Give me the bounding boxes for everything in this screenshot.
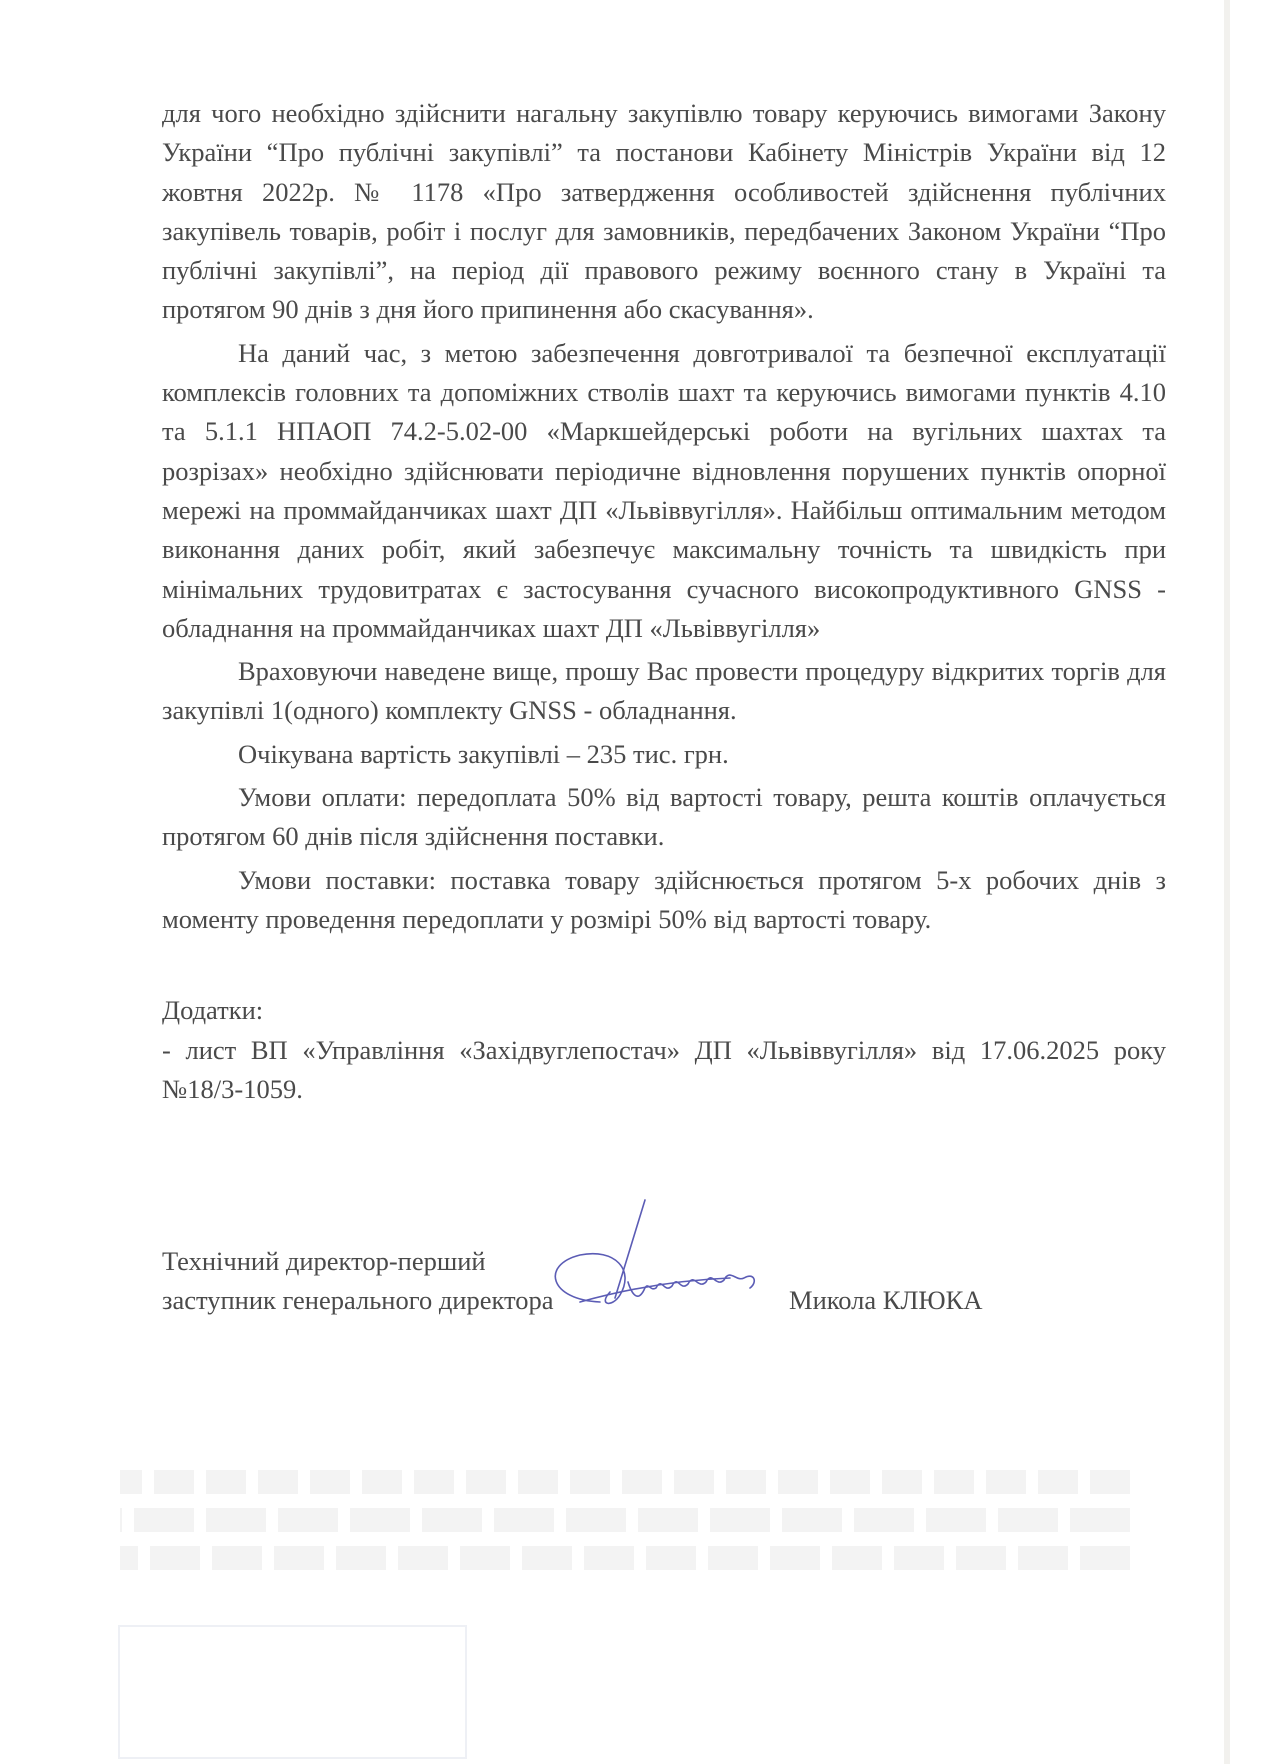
page-edge <box>1224 0 1230 1764</box>
signature-stroke <box>615 1200 645 1298</box>
attachments-title: Додатки: <box>162 995 264 1026</box>
signatory-position-line1: Технічний директор-перший <box>162 1246 486 1276</box>
signature-stroke <box>580 1278 730 1302</box>
bleed-through-line <box>120 1546 1130 1570</box>
paragraph-request: Враховуючи наведене вище, прошу Вас провести процедуру відкритих торгів для закупівлі 1(одного) комплекту GNSS - обладнання. <box>162 656 1166 726</box>
paragraph-delivery-terms: Умови поставки: поставка товару здійснюється протягом 5-х робочих днів з моменту проведення передоплати у розмірі 50% від вартості товару. <box>162 864 1166 934</box>
bleed-through-line <box>120 1508 1130 1532</box>
handwritten-signature <box>540 1170 840 1310</box>
signature-stroke <box>555 1254 625 1304</box>
document-body <box>162 94 1166 1109</box>
paragraph-justification: На даний час, з метою забезпечення довготривалої та безпечної експлуатації комплексів головних та допоміжних стволів шахт та керуючись вимогами пунктів 4.10 та 5.1.1 НПАОП 74.2-5.02-00 «Маркшейдерські роботи на вугільних шахтах та розрізах» необхідно здійснювати періодичне відновлення порушених пунктів опорної мережі на проммайданчиках шахт ДП «Львіввугілля». Найбільш оптимальним методом виконання даних робіт, який забезпечує максимальну точність та швидкість при мінімальних трудовитратах є застосування сучасного високопродуктивного GNSS - обладнання на проммайданчиках шахт ДП «Львіввугілля» <box>162 337 1166 643</box>
attachment-item: - лист ВП «Управління «Західвуглепостач» ДП «Львіввугілля» від 17.06.2025 року №18/3-1059. <box>162 1034 1166 1104</box>
paragraph-payment-terms: Умови оплати: передоплата 50% від вартості товару, решта коштів оплачується протягом 60 днів після здійснення поставки. <box>162 782 1166 852</box>
signature-stroke <box>628 1275 754 1296</box>
bleed-through-line <box>120 1470 1130 1494</box>
signatory-name: Микола КЛЮКА <box>789 1285 983 1315</box>
paragraph-intro: для чого необхідно здійснити нагальну закупівлю товару керуючись вимогами Закону України “Про публічні закупівлі” та постанови Кабінету Міністрів України від 12 жовтня 2022р. № 1178 «Про затвердження особливостей здійснення публічних закупівель товарів, робіт і послуг для замовників, передбачених Законом України “Про публічні закупівлі”, на період дії правового режиму воєнного стану в Україні та протягом 90 днів з дня його припинення або скасування». <box>162 98 1166 325</box>
signatory-position-line2: заступник генерального директора <box>162 1285 554 1315</box>
paragraph-cost: Очікувана вартість закупівлі – 235 тис. грн. <box>238 738 729 769</box>
bleed-through-stamp-box <box>118 1625 467 1759</box>
